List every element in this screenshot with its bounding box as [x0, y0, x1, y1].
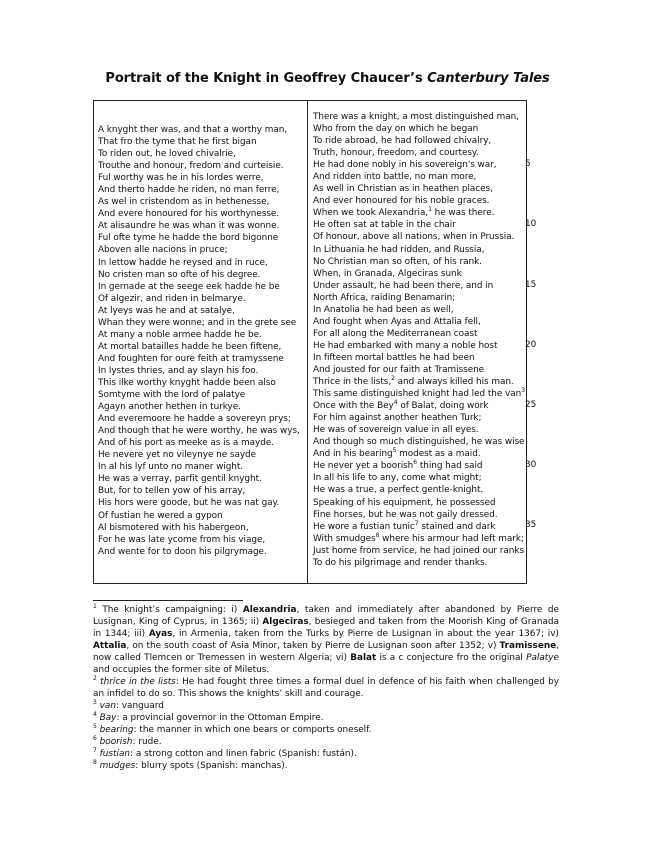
verse-line: Somtyme with the lord of palatye	[98, 390, 246, 401]
verse-line: This ilke worthy knyght hadde been also	[98, 377, 276, 388]
verse-line: That fro the tyme that he first bigan	[98, 137, 257, 148]
footnote-text: : the manner in which one bears or comports oneself.	[133, 725, 372, 735]
footnote-rule	[93, 600, 243, 601]
footnote-text: : a provincial governor in the Ottoman Empire.	[116, 713, 324, 723]
footnote	[93, 712, 559, 724]
verse-line: No cristen man so ofte of his degree.	[98, 269, 261, 280]
verse-line: He had done nobly in his sovereign's war,	[313, 160, 497, 171]
verse-text: stained and dark	[418, 521, 496, 532]
verse-text: and always killed his man.	[394, 377, 514, 388]
verse-line	[313, 388, 525, 400]
footnote-text: and occupies the former site of Miletus.	[93, 665, 270, 675]
verse-line: And ridden into battle, no man more,	[313, 172, 477, 183]
verse-text: He wore a fustian tunic	[313, 521, 415, 532]
verse-line: Whan they were wonne; and in the grete see	[98, 317, 297, 328]
place-name: Ayas	[148, 629, 173, 639]
footnote-term: boorish	[99, 737, 133, 747]
place-name: Balat	[350, 653, 377, 663]
verse-line: To ride abroad, he had followed chivalry,	[313, 136, 492, 147]
verse-line	[313, 460, 525, 472]
place-name-italic: Palatye	[526, 653, 559, 663]
verse-text: Once with the Bey	[313, 401, 394, 412]
verse-line: As well in Christian as in heathen places,	[313, 184, 493, 195]
footnote-text: , now called Tlemcen or Tremessen in western Algeria; vi)	[93, 641, 559, 663]
footnote-mark: 6	[413, 459, 418, 467]
place-name: Attalia	[93, 641, 127, 651]
place-name: Algeciras	[262, 617, 309, 627]
verse-line: And wente for to doon his pilgrymage.	[98, 546, 267, 557]
footnote-text: , on the south coast of Asia Minor, taken by Pierre de Lusignan soon after 1352; v)	[126, 641, 500, 651]
modern-english-column	[313, 111, 525, 569]
verse-line: Of algezir, and riden in belmarye.	[98, 293, 246, 304]
footnote-mark: 1	[428, 206, 432, 214]
verse-line: No Christian man so often, of his rank.	[313, 256, 482, 267]
verse-line: Just home from service, he had joined our ranks	[313, 545, 525, 556]
verse-line: In Anatolia he had been as well,	[313, 304, 454, 315]
verse-line: He was a true, a perfect gentle-knight.	[313, 485, 484, 496]
verse-line: At mortal batailles hadde he been fiftene,	[98, 341, 282, 352]
footnote-mark: 4	[393, 399, 398, 407]
verse-line: Of honour, above all nations, when in Prussia.	[313, 232, 515, 243]
verse-text: He never yet a boorish	[313, 461, 414, 472]
footnote-term: bearing	[99, 725, 134, 735]
footnotes	[93, 604, 559, 772]
footnote-number: 3	[93, 699, 97, 706]
verse-line: And jousted for our faith at Tramissene	[313, 364, 485, 375]
footnote	[93, 736, 559, 748]
verse-line: In lettow hadde he reysed and in ruce,	[98, 257, 268, 268]
footnote-text: , taken and immediately after abandoned by Pierre de Lusignan, King of Cyprus, in 1365; ii)	[93, 605, 559, 627]
verse-line: In lystes thries, and ay slayn his foo.	[98, 365, 259, 376]
verse-line: And of his port as meeke as is a mayde.	[98, 438, 274, 449]
footnote-number: 8	[93, 759, 97, 766]
verse-line: Who from the day on which he began	[313, 124, 479, 135]
line-number: 5	[525, 159, 531, 169]
verse-line	[313, 521, 525, 533]
line-number: 30	[525, 460, 537, 470]
verse-line: A knyght ther was, and that a worthy man,	[98, 125, 288, 135]
footnote-number: 5	[93, 723, 97, 730]
verse-line: And evere honoured for his worthynesse.	[98, 209, 280, 220]
footnote-number: 4	[93, 711, 97, 718]
middle-english-column	[98, 124, 300, 558]
verse-line	[313, 376, 525, 388]
verse-line: And though so much distinguished, he was wise	[313, 437, 525, 448]
verse-line: Al bismotered with his habergeon,	[98, 522, 249, 533]
title-text: Portrait of the Knight in Geoffrey Chaucer’s	[105, 71, 423, 86]
footnote	[93, 748, 559, 760]
verse-line: Agayn another hethen in turkye.	[98, 402, 241, 413]
verse-text: And in his bearing	[313, 449, 393, 460]
verse-line: His hors were goode, but he was nat gay.	[98, 498, 280, 509]
footnote-number: 2	[93, 675, 97, 682]
verse-text: where his armour had left mark;	[379, 533, 524, 544]
footnote-term: van	[99, 701, 116, 711]
verse-line: And everemoore he hadde a sovereyn prys;	[98, 414, 291, 425]
footnote-mark: 3	[521, 387, 525, 395]
place-name: Alexandria	[242, 605, 297, 615]
footnote	[93, 676, 559, 700]
verse-line: He often sat at table in the chair	[313, 220, 456, 231]
verse-line: Of fustian he wered a gypon	[98, 510, 223, 521]
line-number: 10	[525, 219, 537, 229]
verse-line: He nevere yet no vileynye ne sayde	[98, 450, 257, 461]
verse-line: When, in Granada, Algeciras sunk	[313, 268, 462, 279]
footnote-text: : a strong cotton and linen fabric (Spanish: fustán).	[130, 749, 357, 759]
verse-line	[313, 207, 525, 219]
footnote-text: : vanguard	[115, 701, 164, 711]
verse-line: North Africa, raiding Benamarin;	[313, 292, 456, 303]
verse-line: Under assault, he had been there, and in	[313, 280, 494, 291]
line-number: 35	[525, 520, 537, 530]
verse-line: And ever honoured for his noble graces.	[313, 196, 490, 207]
verse-text: This same distinguished knight had led the van	[313, 389, 522, 400]
verse-line: In al his lyf unto no maner wight.	[98, 462, 244, 473]
verse-line: For he was late ycome from his viage,	[98, 534, 266, 545]
footnote	[93, 700, 559, 712]
verse-line	[313, 533, 525, 545]
footnote-mark: 5	[392, 447, 397, 455]
verse-line: Aboven alle nacions in pruce;	[98, 245, 228, 256]
verse-line: Ful ofte tyme he hadde the bord bigonne	[98, 233, 279, 244]
verse-line: In fifteen mortal battles he had been	[313, 352, 475, 363]
verse-line: He was a verray, parfit gentil knyght.	[98, 474, 262, 485]
verse-text: of Balat, doing work	[397, 401, 489, 412]
footnote-number: 6	[93, 735, 97, 742]
footnote-term: thrice in the lists	[100, 677, 176, 687]
footnote	[93, 724, 559, 736]
verse-line: He was of sovereign value in all eyes.	[313, 425, 479, 436]
line-number: 20	[525, 340, 537, 350]
footnote-number: 1	[93, 603, 97, 610]
verse-line: For all along the Mediterranean coast	[313, 328, 478, 339]
footnote-number: 7	[93, 747, 97, 754]
footnote-text: : blurry spots (Spanish: manchas).	[135, 761, 288, 771]
verse-text: he was there.	[431, 208, 495, 219]
verse-line: Ful worthy was he in his lordes werre,	[98, 173, 264, 184]
footnote	[93, 760, 559, 772]
footnote-text: is a c conjecture fro the original	[376, 653, 527, 663]
verse-line: Speaking of his equipment, he possessed	[313, 497, 496, 508]
footnote-term: Bay	[99, 713, 117, 723]
title-work: Canterbury Tales	[427, 71, 550, 86]
verse-line: At lyeys was he and at satalye,	[98, 305, 235, 316]
line-number: 25	[525, 400, 537, 410]
verse-text: Thrice in the lists,	[313, 377, 392, 388]
verse-line: To do his pilgrimage and render thanks.	[313, 557, 488, 568]
verse-line: Truth, honour, freedom, and courtesy.	[313, 148, 479, 159]
verse-line: In gernade at the seege eek hadde he be	[98, 281, 280, 292]
verse-line: For him against another heathen Turk;	[313, 413, 482, 424]
verse-line: To riden out, he loved chivalrie,	[98, 149, 236, 160]
footnote-term: mudges	[99, 761, 136, 771]
footnote-mark: 2	[391, 375, 395, 383]
footnote-text: : He had fought three times a formal duel in defence of his faith when challenged by an infidel to do so. This shows the knights’ skill and courage.	[93, 677, 559, 699]
footnote-term: fustian	[99, 749, 131, 759]
verse-line	[313, 448, 525, 460]
verse-line: At many a noble armee hadde he be.	[98, 329, 262, 340]
footnote	[93, 604, 559, 676]
footnote-mark: 7	[414, 519, 419, 527]
line-number: 15	[525, 280, 537, 290]
verse-line: And though that he were worthy, he was wys,	[98, 426, 300, 437]
page-title	[0, 71, 655, 86]
verse-line: Trouthe and honour, fredom and curteisie.	[98, 161, 284, 172]
verse-line: And therto hadde he riden, no man ferre,	[98, 185, 280, 196]
verse-text: modest as a maid.	[396, 449, 481, 460]
verse-text: thing had said	[417, 461, 483, 472]
verse-line: He had embarked with many a noble host	[313, 340, 498, 351]
column-divider	[307, 100, 308, 584]
verse-line: At alisaundre he was whan it was wonne.	[98, 221, 280, 232]
verse-text: When we took Alexandria,	[313, 208, 429, 219]
verse-line	[313, 400, 525, 412]
verse-line: But, for to tellen yow of his array,	[98, 486, 246, 497]
verse-line: And foughten for oure feith at tramyssene	[98, 353, 284, 364]
footnote-mark: 8	[375, 531, 380, 539]
place-name: Tramissene	[499, 641, 557, 651]
footnote-text: , besieged and taken from the Moorish King of Granada in 1344; iii)	[93, 617, 559, 639]
footnote-text: , in Armenia, taken from the Turks by Pierre de Lusignan in about the year 1367; iv)	[172, 629, 559, 639]
verse-text: With smudges	[313, 533, 376, 544]
verse-line: As wel in cristendom as in hethenesse,	[98, 197, 270, 208]
verse-line: Fine horses, but he was not gaily dressed.	[313, 509, 498, 520]
footnote-text: : rude.	[132, 737, 162, 747]
footnote-text: The knight’s campaigning: i)	[96, 605, 243, 615]
verse-line: In Lithuania he had ridden, and Russia,	[313, 244, 485, 255]
verse-line: And fought when Ayas and Attalia fell,	[313, 316, 481, 327]
verse-line: In all his life to any, come what might;	[313, 473, 482, 484]
verse-line: There was a knight, a most distinguished man,	[313, 112, 519, 122]
